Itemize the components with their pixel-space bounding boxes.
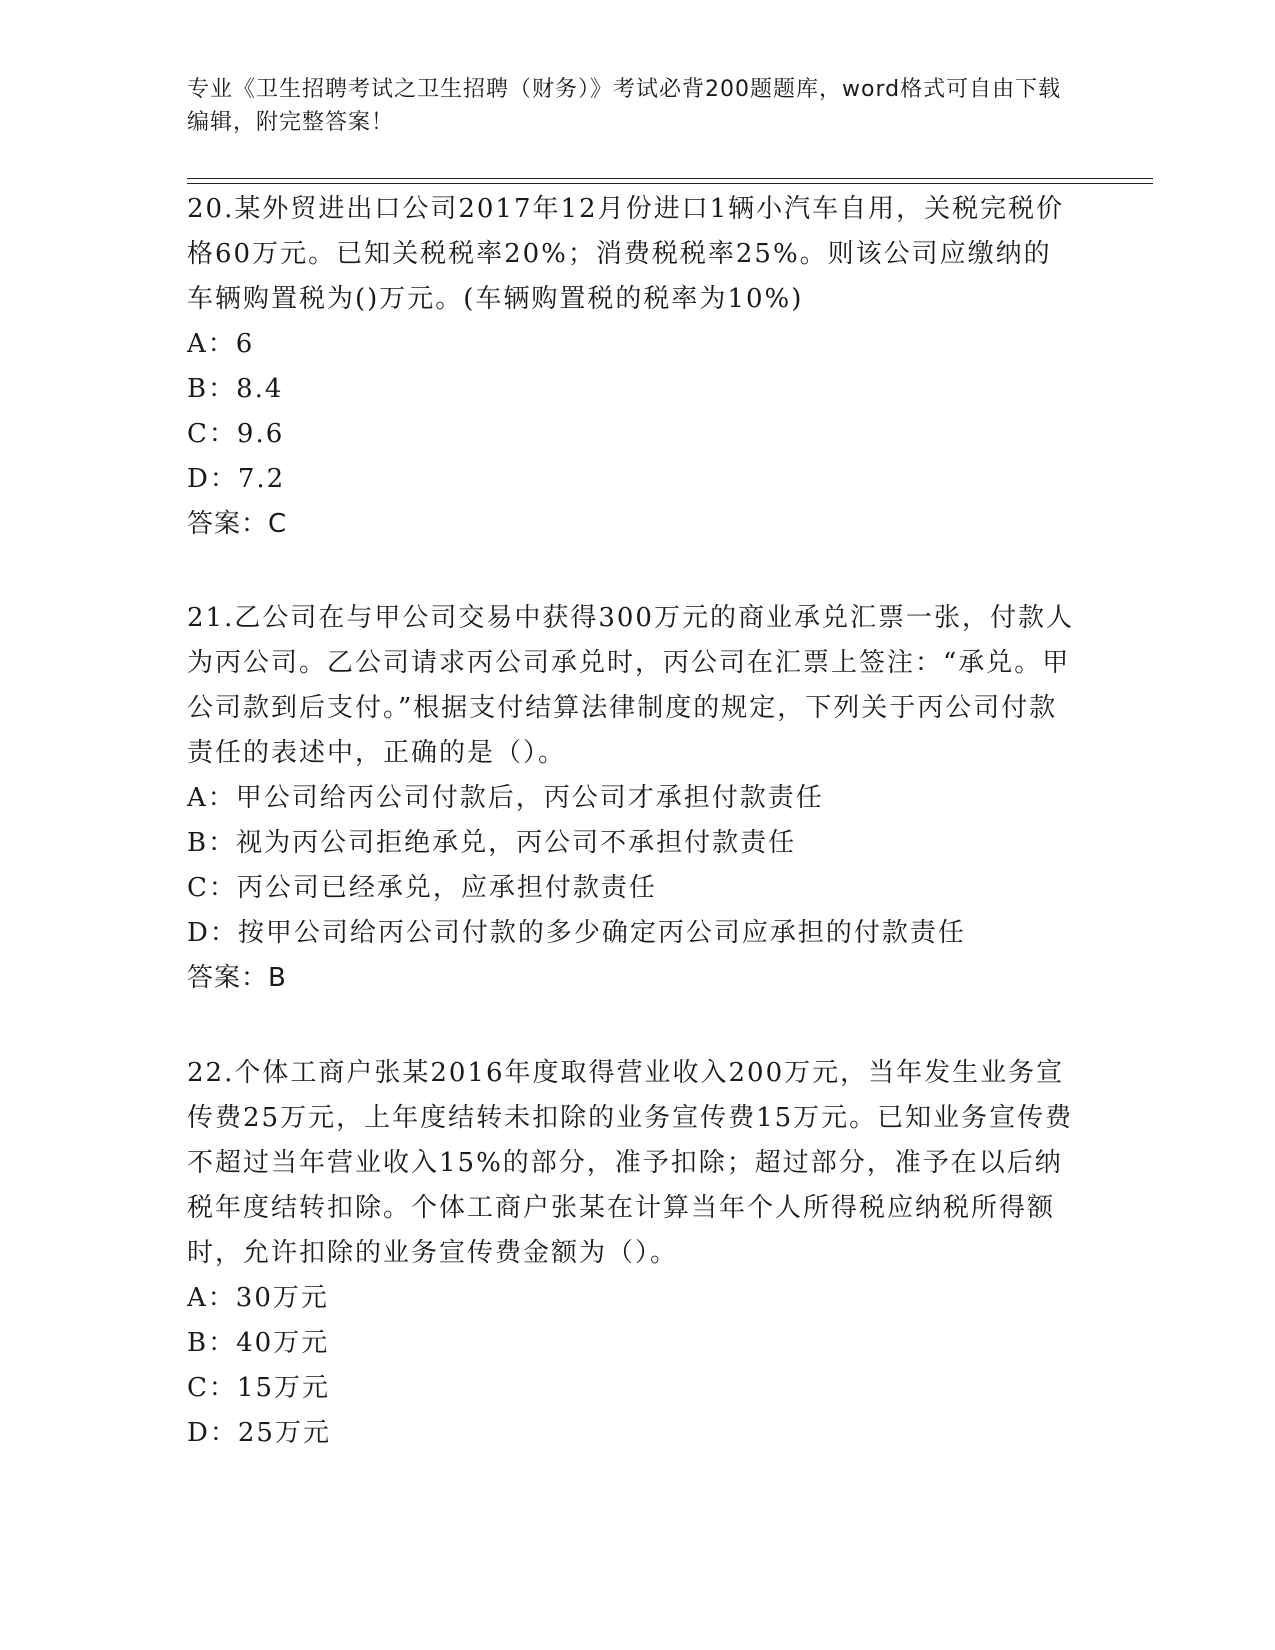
option-d <box>187 457 1077 502</box>
option-c <box>187 866 1077 911</box>
options-list <box>187 1276 1077 1456</box>
option-a <box>187 776 1077 821</box>
answer: 答案：B <box>187 963 287 993</box>
option-text: 视为丙公司拒绝承兑，丙公司不承担付款责任 <box>236 828 797 858</box>
question-20 <box>187 187 1077 547</box>
option-key: C： <box>187 873 237 903</box>
option-key: A： <box>187 1283 236 1313</box>
option-b <box>187 1321 1077 1366</box>
option-key: C： <box>187 419 237 449</box>
option-key: B： <box>187 1328 237 1358</box>
option-text: 6 <box>235 329 255 359</box>
option-key: D： <box>187 918 238 948</box>
option-b <box>187 821 1077 866</box>
option-text: 40万元 <box>236 1328 330 1358</box>
option-key: B： <box>187 828 237 858</box>
option-text: 甲公司给丙公司付款后，丙公司才承担付款责任 <box>235 783 824 813</box>
option-key: D： <box>187 1418 238 1448</box>
question-21 <box>187 596 1077 1001</box>
answer: 答案：C <box>187 509 288 539</box>
option-text: 8.4 <box>236 374 284 404</box>
question-stem: 22.个体工商户张某2016年度取得营业收入200万元，当年发生业务宣传费25万元，上年度结转未扣除的业务宣传费15万元。已知业务宣传费不超过当年营业收入15%的部分，准予扣除；超过部分，准予在以后纳税年度结转扣除。个体工商户张某在计算当年个人所得税应纳税所得额时，允许扣除的业务宣传费金额为（）。 <box>187 1058 1074 1268</box>
option-d <box>187 1411 1077 1456</box>
header-divider-top <box>187 178 1153 179</box>
option-text: 7.2 <box>237 464 286 494</box>
option-c <box>187 1366 1077 1411</box>
option-text: 按甲公司给丙公司付款的多少确定丙公司应承担的付款责任 <box>237 918 966 948</box>
option-key: A： <box>187 329 236 359</box>
option-key: C： <box>187 1373 237 1403</box>
header-divider-bottom <box>187 183 1153 184</box>
option-text: 9.6 <box>236 419 285 449</box>
option-text: 15万元 <box>236 1373 330 1403</box>
option-text: 丙公司已经承兑，应承担付款责任 <box>236 873 657 903</box>
option-key: A： <box>187 783 236 813</box>
option-text: 30万元 <box>235 1283 329 1313</box>
option-key: D： <box>187 464 238 494</box>
option-b <box>187 367 1077 412</box>
option-c <box>187 412 1077 457</box>
document-header: 专业《卫生招聘考试之卫生招聘（财务）》考试必背200题题库，word格式可自由下载编辑，附完整答案！ <box>187 77 1062 135</box>
option-d <box>187 911 1077 956</box>
options-list <box>187 322 1077 502</box>
option-a <box>187 1276 1077 1321</box>
option-key: B： <box>187 374 237 404</box>
question-22 <box>187 1051 1077 1456</box>
option-text: 25万元 <box>237 1418 331 1448</box>
question-stem: 21.乙公司在与甲公司交易中获得300万元的商业承兑汇票一张，付款人为丙公司。乙公司请求丙公司承兑时，丙公司在汇票上签注：“承兑。甲公司款到后支付。”根据支付结算法律制度的规定，下列关于丙公司付款责任的表述中，正确的是（）。 <box>187 603 1074 768</box>
question-stem: 20.某外贸进出口公司2017年12月份进口1辆小汽车自用，关税完税价格60万元。已知关税税率20%；消费税税率25%。则该公司应缴纳的车辆购置税为()万元。(车辆购置税的税率为10%) <box>187 194 1065 314</box>
option-a <box>187 322 1077 367</box>
options-list <box>187 776 1077 956</box>
